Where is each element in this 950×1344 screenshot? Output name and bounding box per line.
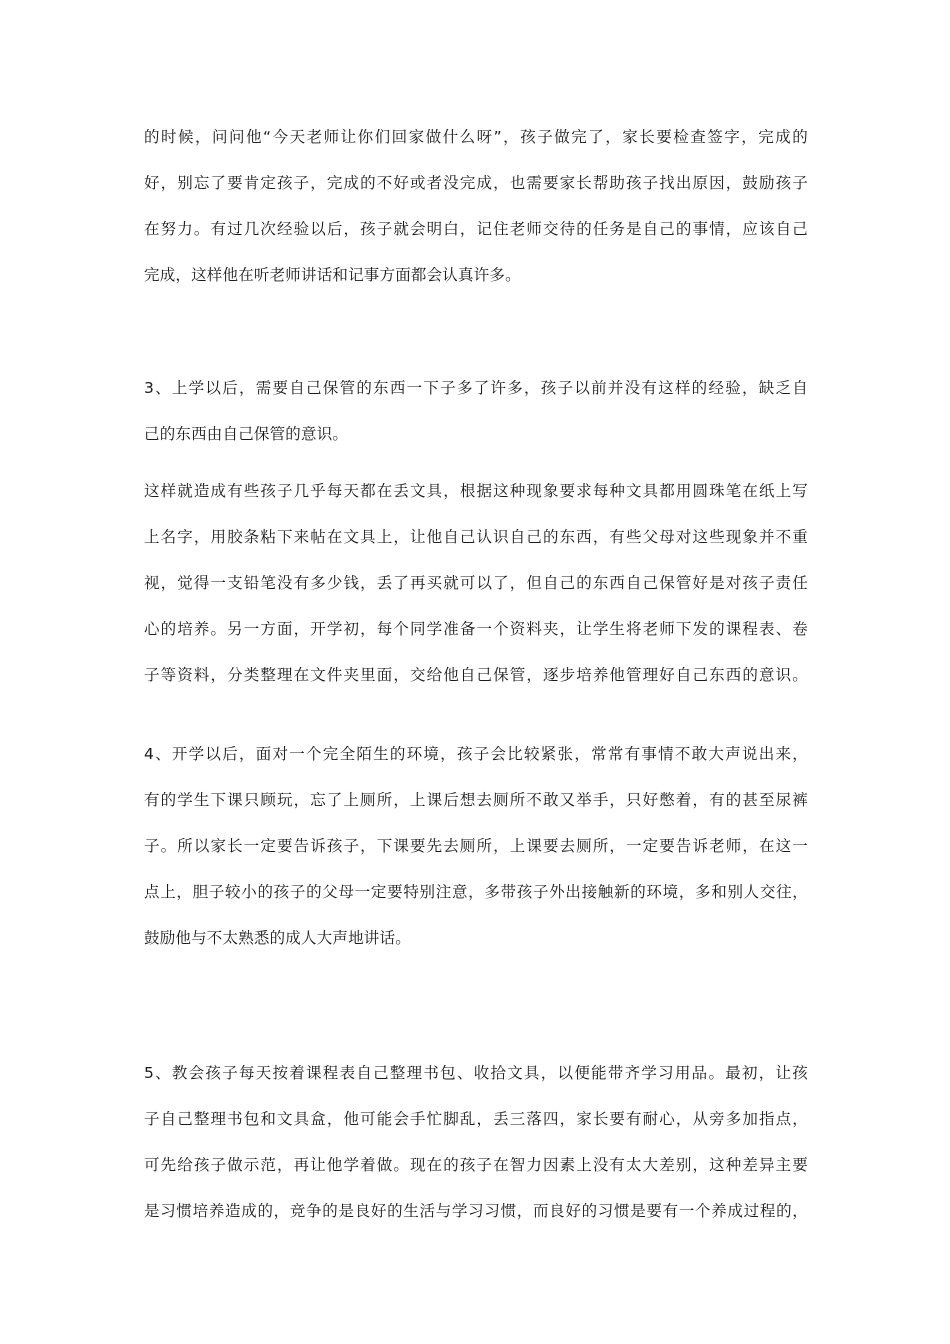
text-line: 己的东西由自己保管的意识。: [144, 425, 349, 443]
text-line: 这样就造成有些孩子几乎每天都在丢文具，根据这种现象要求每种文具都用圆珠笔在纸上写: [144, 482, 808, 500]
text-line: 子等资料，分类整理在文件夹里面，交给他自己保管，逐步培养他管理好自己东西的意识。: [144, 666, 808, 684]
text-line: 心的培养。另一方面，开学初，每个同学准备一个资料夹，让学生将老师下发的课程表、卷: [144, 620, 808, 638]
text-line: 3、上学以后，需要自己保管的东西一下子多了许多，孩子以前并没有这样的经验，缺乏自: [144, 379, 808, 397]
text-line: 视，觉得一支铅笔没有多少钱，丢了再买就可以了，但自己的东西自己保管好是对孩子责任: [144, 574, 808, 592]
text-line: 是习惯培养造成的，竞争的是良好的生活与学习习惯，而良好的习惯是要有一个养成过程的，: [144, 1202, 808, 1220]
text-line: 点上，胆子较小的孩子的父母一定要特别注意，多带孩子外出接触新的环境，多和别人交往，: [144, 883, 808, 901]
text-line: 子。所以家长一定要告诉孩子，下课要先去厕所，上课要去厕所，一定要告诉老师，在这一: [144, 837, 808, 855]
text-line: 鼓励他与不太熟悉的成人大声地讲话。: [144, 929, 411, 947]
text-line: 上名字，用胶条粘下来帖在文具上，让他自己认识自己的东西，有些父母对这些现象并不重: [144, 528, 808, 546]
text-line: 在努力。有过几次经验以后，孩子就会明白，记住老师交待的任务是自己的事情，应该自己: [144, 220, 808, 238]
text-line: 可先给孩子做示范，再让他学着做。现在的孩子在智力因素上没有太大差别，这种差异主要: [144, 1156, 808, 1174]
text-line: 好，别忘了要肯定孩子，完成的不好或者没完成，也需要家长帮助孩子找出原因，鼓励孩子: [144, 174, 808, 192]
text-line: 完成，这样他在听老师讲话和记事方面都会认真许多。: [144, 266, 521, 284]
text-line: 的时候，问问他“今天老师让你们回家做什么呀”，孩子做完了，家长要检查签字，完成的: [144, 128, 808, 146]
text-line: 有的学生下课只顾玩，忘了上厕所，上课后想去厕所不敢又举手，只好憋着，有的甚至尿裤: [144, 791, 808, 809]
text-line: 5、教会孩子每天按着课程表自己整理书包、收拾文具，以便能带齐学习用品。最初，让孩: [144, 1064, 808, 1082]
text-line: 子自己整理书包和文具盒，他可能会手忙脚乱，丢三落四，家长要有耐心，从旁多加指点，: [144, 1110, 808, 1128]
text-line: 4、开学以后，面对一个完全陌生的环境，孩子会比较紧张，常常有事情不敢大声说出来，: [144, 745, 808, 763]
